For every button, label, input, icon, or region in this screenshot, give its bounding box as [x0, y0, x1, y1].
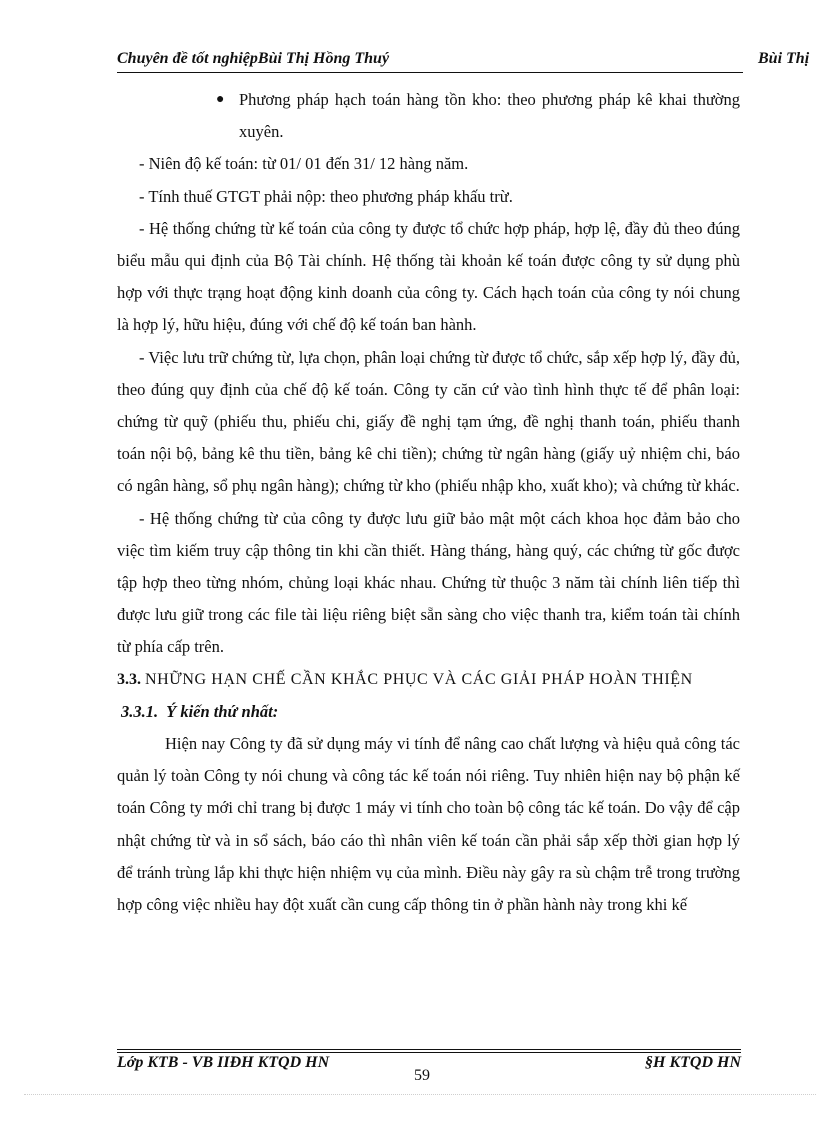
header-title: Chuyên đề tốt nghiệpBùi Thị Hồng Thuý [117, 50, 390, 67]
header-author: Bùi Thị [758, 50, 810, 67]
dash-item-voucher-storage: - Việc lưu trữ chứng từ, lựa chọn, phân loại chứng từ được tổ chức, sắp xếp hợp lý, đầy đủ, theo đúng quy định của chế độ kế toán. Công ty căn cứ vào tình hình thực tế để phân loại: chứng từ quỹ (phiếu thu, phiếu chi, giấy đề nghị tạm ứng, đề nghị thanh toán, phiếu thanh toán nội bộ, bảng kê thu tiền, bảng kê chi tiền); chứng từ ngân hàng (giấy uỷ nhiệm chi, báo có ngân hàng, sổ phụ ngân hàng); chứng từ kho (phiếu nhập kho, xuất kho); và chứng từ khác. [117, 347, 740, 496]
section-number: 3.3. [117, 670, 141, 688]
header-rule [117, 72, 743, 73]
footer-rule-top [117, 1049, 741, 1050]
dash-item-voucher-security: - Hệ thống chứng từ của công ty được lưu giữ bảo mật một cách khoa học đảm bảo cho việc tìm kiếm truy cập thông tin khi cần thiết. Hàng tháng, hàng quý, các chứng từ gốc được tập hợp theo từng nhóm, chủng loại khác nhau. Chứng từ thuộc 3 năm tài chính liên tiếp thì được lưu giữ trong các file tài liệu riêng biệt sẵn sàng cho việc thanh tra, kiểm toán tài chính từ phía cấp trên. [117, 508, 740, 657]
footer-rule-bottom [117, 1052, 741, 1053]
dash-item-fiscal-year: - Niên độ kế toán: từ 01/ 01 đến 31/ 12 hàng năm. [139, 154, 469, 174]
dash-item-vat: - Tính thuế GTGT phải nộp: theo phương pháp khấu trừ. [139, 186, 513, 206]
dash-item-voucher-system: - Hệ thống chứng từ kế toán của công ty được tổ chức hợp pháp, hợp lệ, đầy đủ theo đúng biểu mẫu qui định của Bộ Tài chính. Hệ thống tài khoản kế toán được công ty sử dụng phù hợp với thực trạng hoạt động kinh doanh của công ty. Cách hạch toán của công ty nói chung là hợp lý, hữu hiệu, đúng với chế độ kế toán ban hành. [117, 218, 740, 335]
bullet-icon: ● [216, 92, 225, 107]
body-paragraph: Hiện nay Công ty đã sử dụng máy vi tính để nâng cao chất lượng và hiệu quả công tác quản lý toàn Công ty nói chung và công tác kế toán nói riêng. Tuy nhiên hiện nay bộ phận kế toán Công ty mới chỉ trang bị được 1 máy vi tính cho toàn bộ công tác kế toán. Do vậy để cập nhật chứng từ và in sổ sách, báo cáo thì nhân viên kế toán cần phải sắp xếp thời gian hợp lý để tránh trùng lắp khi thực hiện nhiệm vụ của mình. Điều này gây ra sù chậm trễ trong trường hợp công việc nhiều hay đột xuất cần cung cấp thông tin ở phần hành này trong khi kế [117, 734, 740, 915]
bullet-item [117, 84, 740, 148]
page-bottom-dotted-line [24, 1094, 816, 1095]
page-header [117, 50, 816, 76]
section-heading [117, 664, 740, 696]
subsection-title: Ý kiến thứ nhất: [166, 701, 279, 721]
bullet-text: Phương pháp hạch toán hàng tồn kho: theo phương pháp kê khai thường xuyên. [239, 90, 740, 142]
subsection-heading [117, 696, 740, 728]
footer-class: Lớp KTB - VB IIĐH KTQD HN [117, 1054, 330, 1071]
footer-school: §H KTQD HN [645, 1054, 741, 1071]
section-title: NHỮNG HẠN CHẾ CẦN KHẮC PHỤC VÀ CÁC GIẢI PHÁP HOÀN THIỆN [145, 670, 693, 688]
page-body [117, 84, 740, 921]
page-number: 59 [414, 1067, 430, 1084]
subsection-number: 3.3.1. [121, 701, 159, 721]
